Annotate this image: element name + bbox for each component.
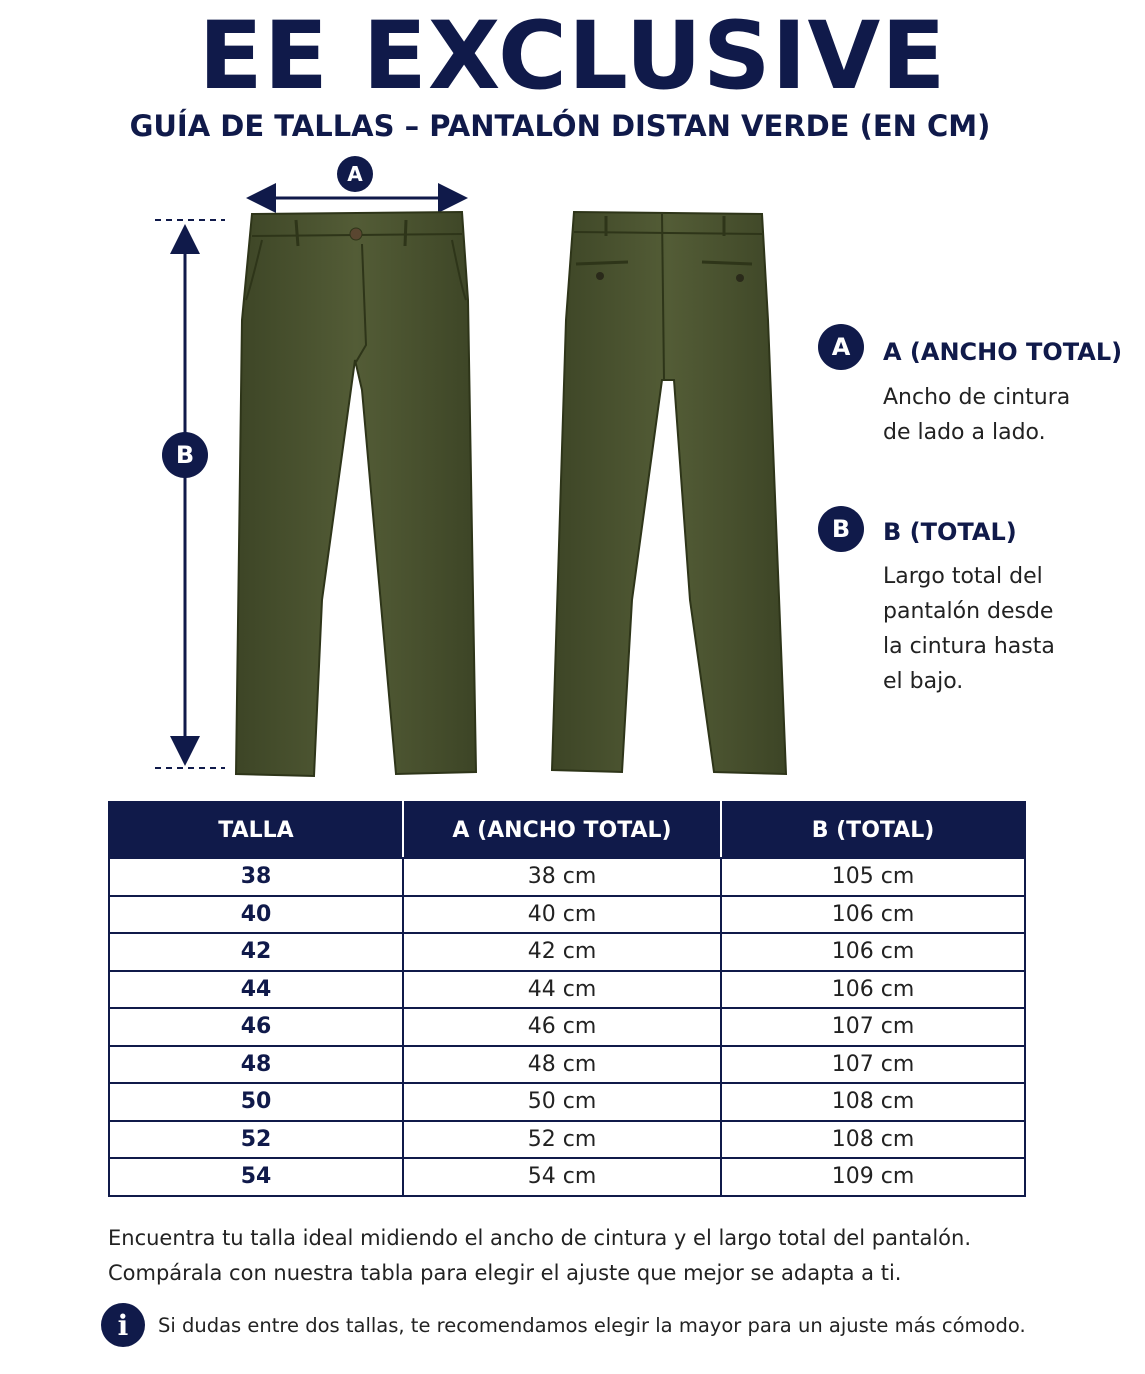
cell-total: 106 cm <box>721 971 1025 1009</box>
cell-total: 109 cm <box>721 1158 1025 1196</box>
table-row <box>109 896 1025 934</box>
cell-ancho: 40 cm <box>403 896 721 934</box>
cell-talla: 48 <box>109 1046 403 1084</box>
cell-total: 106 cm <box>721 933 1025 971</box>
legend-b-description <box>883 559 1055 699</box>
cell-talla: 44 <box>109 971 403 1009</box>
cell-ancho: 46 cm <box>403 1008 721 1046</box>
table-row <box>109 858 1025 896</box>
table-row <box>109 1158 1025 1196</box>
cell-total: 107 cm <box>721 1046 1025 1084</box>
table-header-row <box>109 802 1025 858</box>
cell-talla: 50 <box>109 1083 403 1121</box>
table-row <box>109 933 1025 971</box>
legend-a-marker: A <box>818 324 864 370</box>
table-row <box>109 1083 1025 1121</box>
cell-talla: 52 <box>109 1121 403 1159</box>
legend-b-marker: B <box>818 506 864 552</box>
column-header-total: B (TOTAL) <box>721 802 1025 858</box>
cell-ancho: 44 cm <box>403 971 721 1009</box>
column-header-ancho: A (ANCHO TOTAL) <box>403 802 721 858</box>
cell-total: 107 cm <box>721 1008 1025 1046</box>
legend-a-title: A (ANCHO TOTAL) <box>883 338 1123 366</box>
marker-a: A <box>337 156 373 192</box>
legend-a-line: Ancho de cintura <box>883 385 1071 410</box>
pants-front-image <box>236 212 476 776</box>
cell-ancho: 52 cm <box>403 1121 721 1159</box>
table-row <box>109 1046 1025 1084</box>
cell-total: 105 cm <box>721 858 1025 896</box>
footnote-line: Compárala con nuestra tabla para elegir el ajuste que mejor se adapta a ti. <box>108 1261 902 1285</box>
cell-talla: 46 <box>109 1008 403 1046</box>
cell-total: 106 cm <box>721 896 1025 934</box>
legend-a-description <box>883 380 1070 450</box>
column-header-talla: TALLA <box>109 802 403 858</box>
cell-total: 108 cm <box>721 1083 1025 1121</box>
legend-b-line: pantalón desde <box>883 599 1054 624</box>
cell-ancho: 54 cm <box>403 1158 721 1196</box>
cell-ancho: 50 cm <box>403 1083 721 1121</box>
size-table <box>108 801 1026 1197</box>
info-icon: i <box>101 1303 145 1347</box>
cell-talla: 40 <box>109 896 403 934</box>
table-row <box>109 971 1025 1009</box>
cell-ancho: 48 cm <box>403 1046 721 1084</box>
cell-talla: 54 <box>109 1158 403 1196</box>
cell-talla: 42 <box>109 933 403 971</box>
legend-a-line: de lado a lado. <box>883 420 1046 445</box>
brand-title: EE EXCLUSIVE <box>198 2 947 111</box>
cell-ancho: 42 cm <box>403 933 721 971</box>
table-row <box>109 1008 1025 1046</box>
marker-b: B <box>162 432 208 478</box>
footnote <box>108 1221 971 1291</box>
cell-total: 108 cm <box>721 1121 1025 1159</box>
cell-talla: 38 <box>109 858 403 896</box>
legend-b-title: B (TOTAL) <box>883 518 1017 546</box>
page-subtitle: GUÍA DE TALLAS – PANTALÓN DISTAN VERDE (EN CM) <box>129 109 991 143</box>
table-row <box>109 1121 1025 1159</box>
pants-back-image <box>552 212 786 774</box>
legend-b-line: la cintura hasta <box>883 634 1055 659</box>
legend-b-line: el bajo. <box>883 669 964 694</box>
cell-ancho: 38 cm <box>403 858 721 896</box>
footnote-line: Encuentra tu talla ideal midiendo el ancho de cintura y el largo total del pantalón. <box>108 1226 972 1250</box>
legend-b-line: Largo total del <box>883 564 1043 589</box>
size-tip: Si dudas entre dos tallas, te recomendamos elegir la mayor para un ajuste más cómodo. <box>158 1314 1026 1337</box>
